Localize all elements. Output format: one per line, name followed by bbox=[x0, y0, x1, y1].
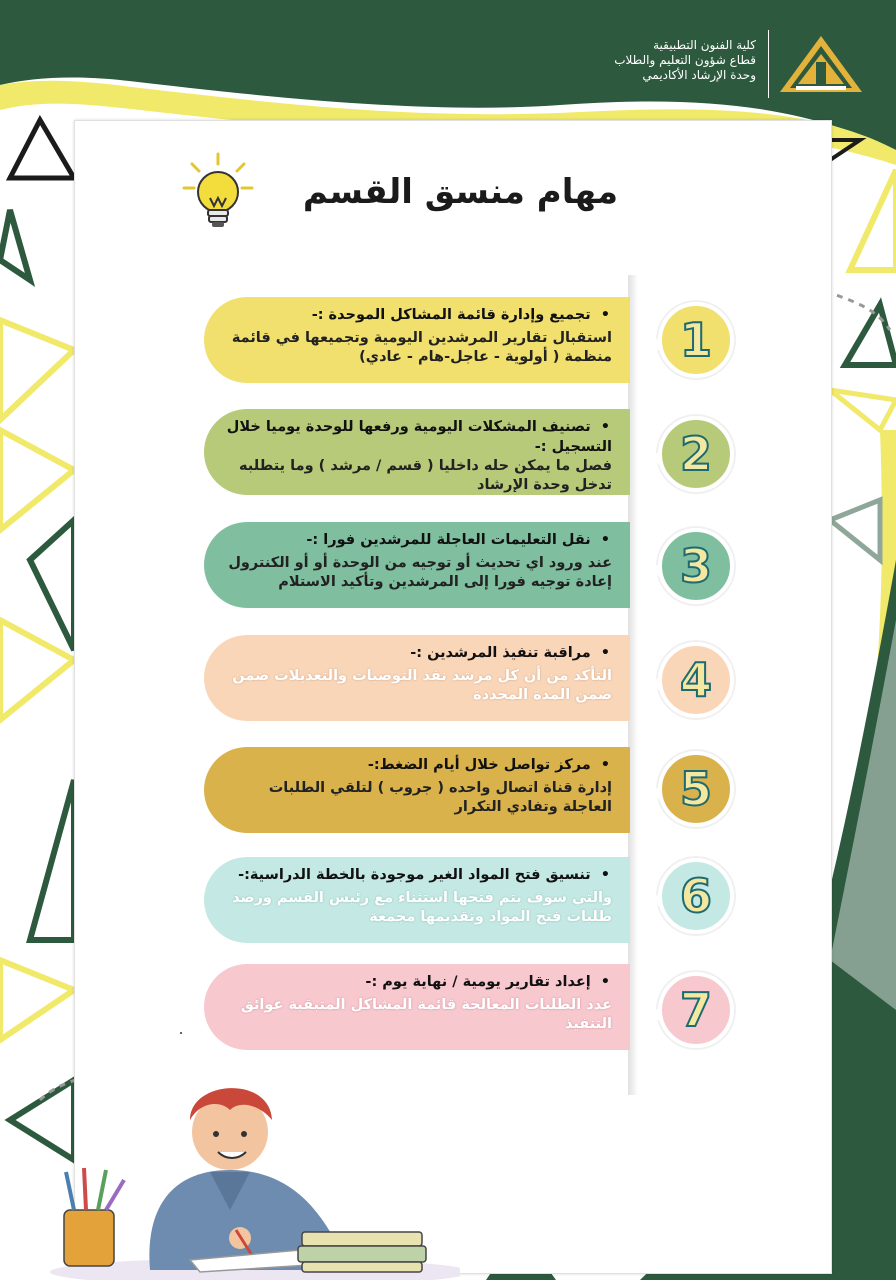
task-number-5: 5 bbox=[658, 751, 734, 827]
task-number-3: 3 bbox=[658, 528, 734, 604]
task-title: • نقل التعليمات العاجلة للمرشدين فورا :- bbox=[222, 530, 612, 550]
task-title: • تجميع وإدارة قائمة المشاكل الموحدة :- bbox=[222, 305, 612, 325]
student-studying-illustration bbox=[40, 1060, 460, 1280]
page-title: مهام منسق القسم bbox=[302, 172, 618, 212]
task-card-5 bbox=[204, 747, 630, 833]
header-sector: قطاع شؤون التعليم والطلاب bbox=[614, 53, 756, 67]
task-description: عند ورود اي تحديث أو توجيه من الوحدة أو أو الكنترول إعادة توجيه فورا إلى المرشدين وتأكيد الاستلام bbox=[228, 555, 612, 590]
task-title: • مراقبة تنفيذ المرشدين :- bbox=[222, 643, 612, 663]
task-description: والتي سوف يتم فتحها استثناء مع رئيس القسم ورصد طلبات فتح المواد وتقديمها مجمعة bbox=[232, 890, 612, 925]
institution-header bbox=[614, 38, 756, 83]
header-unit: وحدة الإرشاد الأكاديمي bbox=[642, 68, 756, 82]
task-number-7: 7 bbox=[658, 972, 734, 1048]
task-number-2: 2 bbox=[658, 416, 734, 492]
task-description: استقبال تقارير المرشدين اليومية وتجميعها في قائمة منظمة ( أولوية - عاجل-هام - عادي) bbox=[231, 330, 612, 365]
task-card-4 bbox=[204, 635, 630, 721]
task-card-7 bbox=[204, 964, 630, 1050]
task-title: • تنسيق فتح المواد الغير موجودة بالخطة الدراسية:- bbox=[222, 865, 612, 885]
task-number-4: 4 bbox=[658, 642, 734, 718]
header-faculty: كلية الفنون التطبيقية bbox=[653, 38, 756, 52]
task-description: التأكد من أن كل مرشد نفذ التوصيات والتعديلات ضمن ضمن المدة المحددة bbox=[232, 668, 612, 703]
task-card-1 bbox=[204, 297, 630, 383]
task-description: إدارة قناة اتصال واحده ( جروب ) لتلقي الطلبات العاجلة وتفادي التكرار bbox=[268, 780, 612, 815]
task-description: عدد الطلبات المعالجة قائمة المشاكل المتبقية عوائق التنفيذ bbox=[240, 997, 612, 1032]
task-title: • إعداد تقارير يومية / نهاية يوم :- bbox=[222, 972, 612, 992]
header-divider bbox=[768, 30, 769, 98]
task-card-2 bbox=[204, 409, 630, 495]
task-title: • مركز تواصل خلال أيام الضغط:- bbox=[222, 755, 612, 775]
lightbulb-icon bbox=[182, 150, 254, 238]
task-number-1: 1 bbox=[658, 302, 734, 378]
task-number-6: 6 bbox=[658, 858, 734, 934]
task-card-6 bbox=[204, 857, 630, 943]
task-card-3 bbox=[204, 522, 630, 608]
task-description: فصل ما يمكن حله داخليا ( قسم / مرشد ) وما يتطلبه تدخل وحدة الإرشاد bbox=[239, 458, 612, 493]
task-title: • تصنيف المشكلات اليومية ورفعها للوحدة يوميا خلال التسجيل :- bbox=[222, 417, 612, 457]
stray-dot bbox=[180, 1032, 182, 1034]
faculty-logo-icon bbox=[778, 34, 864, 96]
